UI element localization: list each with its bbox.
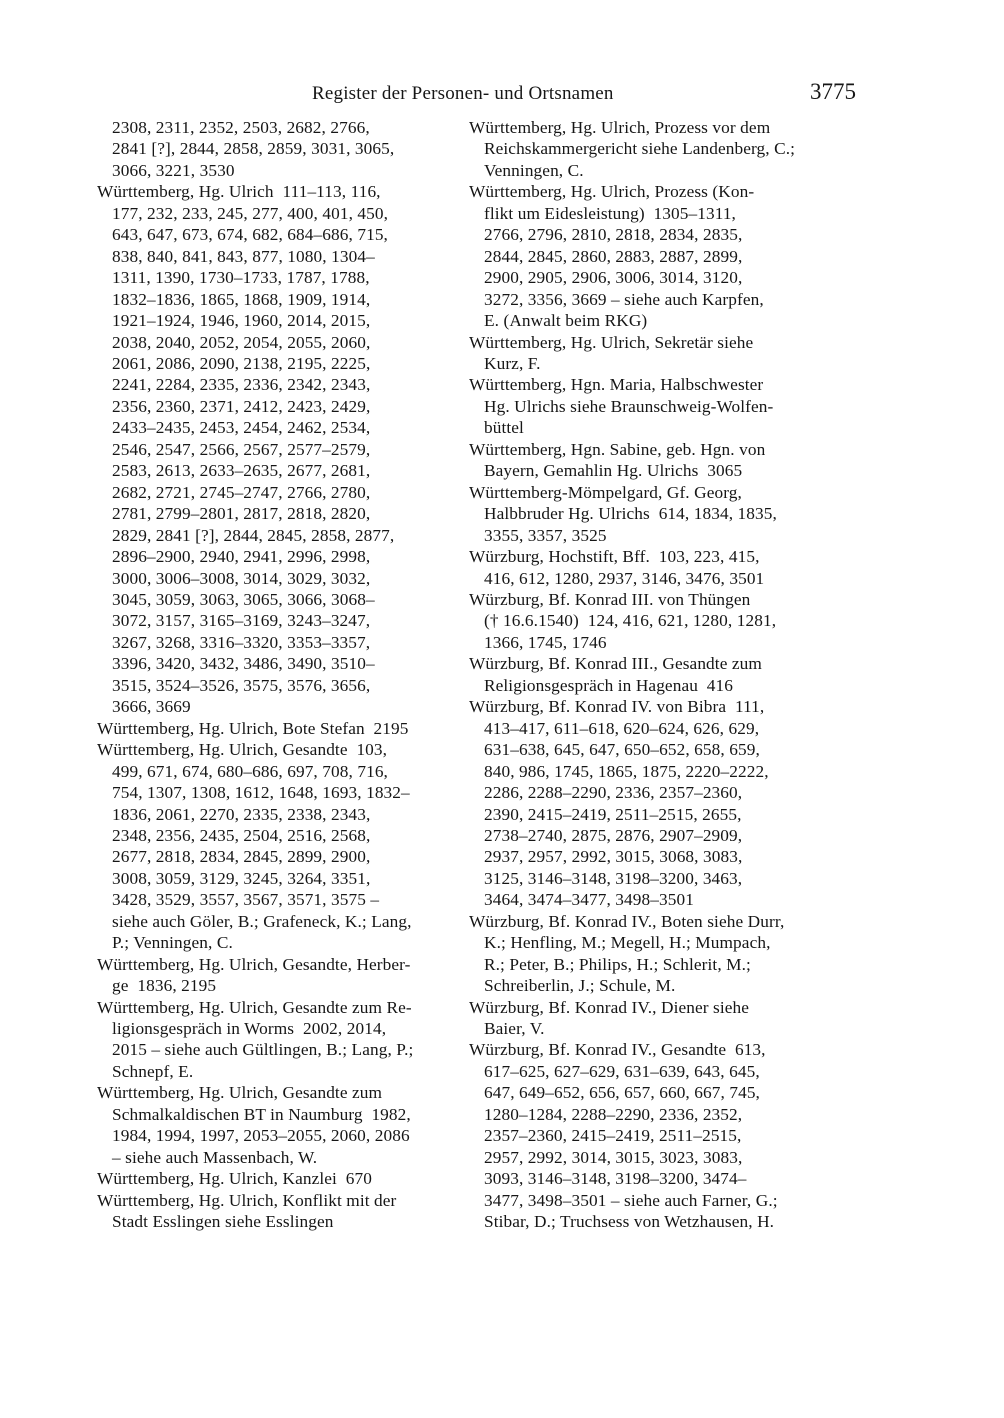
index-entry-line: 3515, 3524–3526, 3575, 3576, 3656, [112, 675, 371, 695]
index-entry-line: K.; Henfling, M.; Megell, H.; Mumpach, [484, 933, 771, 953]
index-entry [97, 1082, 463, 1168]
index-entry-line: 2286, 2288–2290, 2336, 2357–2360, [484, 783, 743, 803]
index-entry-line: 647, 649–652, 656, 657, 660, 667, 745, [484, 1083, 760, 1103]
index-entry-line: 177, 232, 233, 245, 277, 400, 401, 450, [112, 203, 389, 223]
index-entry-line: Württemberg, Hg. Ulrich, Kanzlei 670 [97, 1169, 373, 1189]
index-entry-line: 2682, 2721, 2745–2747, 2766, 2780, [112, 482, 371, 502]
index-entry-line: 3008, 3059, 3129, 3245, 3264, 3351, [112, 868, 371, 888]
index-entry [469, 997, 861, 1040]
index-entry-line: 840, 986, 1745, 1865, 1875, 2220–2222, [484, 761, 769, 781]
index-entry-line: 1984, 1994, 1997, 2053–2055, 2060, 2086 [112, 1126, 410, 1146]
index-entry-line: 3428, 3529, 3557, 3567, 3571, 3575 – [112, 890, 380, 910]
index-entry-line: 2900, 2905, 2906, 3006, 3014, 3120, [484, 268, 743, 288]
index-entry-line: ligionsgespräch in Worms 2002, 2014, [112, 1019, 387, 1039]
index-entry [469, 696, 861, 911]
index-entry-line: 2781, 2799–2801, 2817, 2818, 2820, [112, 504, 371, 524]
index-entry-line: Religionsgespräch in Hagenau 416 [484, 675, 734, 695]
page-number: 3775 [810, 79, 856, 104]
index-entry-line: 2015 – siehe auch Gültlingen, B.; Lang, P.; [112, 1040, 414, 1060]
index-entry-line: ge 1836, 2195 [112, 976, 217, 996]
index-entry [97, 997, 463, 1083]
index-entry-line: 3477, 3498–3501 – siehe auch Farner, G.; [484, 1190, 778, 1210]
index-entry-line: 2829, 2841 [?], 2844, 2845, 2858, 2877, [112, 525, 395, 545]
index-entry-line: – siehe auch Massenbach, W. [112, 1147, 318, 1167]
index-entry-line: 2038, 2040, 2052, 2054, 2055, 2060, [112, 332, 371, 352]
index-entry-line: 2583, 2613, 2633–2635, 2677, 2681, [112, 461, 371, 481]
index-entry-line: 631–638, 645, 647, 650–652, 658, 659, [484, 740, 760, 760]
index-entry-line: Schreiberlin, J.; Schule, M. [484, 976, 676, 996]
index-entry-line: 3464, 3474–3477, 3498–3501 [484, 890, 694, 910]
index-entry-line: Bayern, Gemahlin Hg. Ulrichs 3065 [484, 461, 743, 481]
index-entry-line: 3045, 3059, 3063, 3065, 3066, 3068– [112, 589, 375, 609]
index-entry [469, 482, 861, 546]
index-entry-line: büttel [484, 418, 524, 438]
index-entry-line: Venningen, C. [484, 160, 584, 180]
index-entry-line: 2308, 2311, 2352, 2503, 2682, 2766, [112, 118, 370, 137]
index-entry-line: 3272, 3356, 3669 – siehe auch Karpfen, [484, 289, 764, 309]
index-entry-line: flikt um Eidesleistung) 1305–1311, [484, 203, 736, 223]
index-entry-line: Würzburg, Bf. Konrad III. von Thüngen [469, 589, 751, 609]
index-entry-line: Würzburg, Hochstift, Bff. 103, 223, 415, [469, 547, 760, 567]
index-entry-line: Kurz, F. [484, 353, 541, 373]
index-entry [469, 181, 861, 331]
index-entry-line: Württemberg, Hg. Ulrich, Gesandte zum [97, 1083, 383, 1103]
index-entry-line: Württemberg, Hg. Ulrich, Gesandte zum Re- [97, 997, 412, 1017]
index-entry-line: 2937, 2957, 2992, 3015, 3068, 3083, [484, 847, 743, 867]
index-entry-line: 499, 671, 674, 680–686, 697, 708, 716, [112, 761, 388, 781]
index-entry-line: 2356, 2360, 2371, 2412, 2423, 2429, [112, 396, 371, 416]
index-entry-line: 3396, 3420, 3432, 3486, 3490, 3510– [112, 654, 375, 674]
index-entry-line: 2546, 2547, 2566, 2567, 2577–2579, [112, 439, 371, 459]
index-entry [97, 718, 463, 739]
index-entry-line: Stadt Esslingen siehe Esslingen [112, 1212, 334, 1232]
index-entry [469, 1039, 861, 1232]
index-entry-line: 2241, 2284, 2335, 2336, 2342, 2343, [112, 375, 371, 395]
index-entry-continuation [97, 117, 463, 181]
index-entry-line: Württemberg, Hg. Ulrich, Sekretär siehe [469, 332, 754, 352]
index-entry [469, 546, 861, 589]
index-entry [469, 911, 861, 997]
index-entry-line: 2841 [?], 2844, 2858, 2859, 3031, 3065, [112, 139, 395, 159]
running-header: Register der Personen- und Ortsnamen [312, 83, 614, 104]
index-entry-line: 2348, 2356, 2435, 2504, 2516, 2568, [112, 825, 371, 845]
index-entry-line: 1836, 2061, 2270, 2335, 2338, 2343, [112, 804, 371, 824]
index-entry [97, 1190, 463, 1233]
index-entry-line: Württemberg, Hg. Ulrich, Gesandte 103, [97, 740, 388, 760]
index-entry [469, 332, 861, 375]
index-entry-line: Würzburg, Bf. Konrad III., Gesandte zum [469, 654, 762, 674]
index-entry-line: Württemberg-Mömpelgard, Gf. Georg, [469, 482, 742, 502]
index-entry-line: 2766, 2796, 2810, 2818, 2834, 2835, [484, 225, 743, 245]
index-entry-line: († 16.6.1540) 124, 416, 621, 1280, 1281, [484, 611, 777, 631]
index-entry-line: Württemberg, Hg. Ulrich, Konflikt mit der [97, 1190, 397, 1210]
index-entry-line: Schmalkaldischen BT in Naumburg 1982, [112, 1104, 411, 1124]
index-entry-line: 2433–2435, 2453, 2454, 2462, 2534, [112, 418, 371, 438]
index-entry-line: 617–625, 627–629, 631–639, 643, 645, [484, 1061, 760, 1081]
index-entry-line: Reichskammergericht siehe Landenberg, C.; [484, 139, 796, 159]
index-entry-line: E. (Anwalt beim RKG) [484, 311, 648, 331]
index-entry-line: Württemberg, Hgn. Sabine, geb. Hgn. von [469, 439, 766, 459]
index-entry-line: Württemberg, Hg. Ulrich, Prozess (Kon- [469, 182, 755, 202]
index-entry [469, 117, 861, 181]
index-entry [97, 739, 463, 954]
index-entry-line: 643, 647, 673, 674, 682, 684–686, 715, [112, 225, 388, 245]
index-entry-line: Baier, V. [484, 1019, 545, 1039]
index-entry-line: P.; Venningen, C. [112, 933, 233, 953]
index-entry-line: Würzburg, Bf. Konrad IV., Boten siehe Durr, [469, 911, 785, 931]
index-entry-line: Württemberg, Hg. Ulrich, Bote Stefan 2195 [97, 718, 409, 738]
index-column-left [97, 117, 463, 1233]
index-entry-line: 3355, 3357, 3525 [484, 525, 607, 545]
index-entry-line: Würzburg, Bf. Konrad IV., Diener siehe [469, 997, 750, 1017]
index-entry-line: Württemberg, Hg. Ulrich, Prozess vor dem [469, 118, 771, 137]
index-column-right [469, 117, 861, 1233]
index-entry-line: 754, 1307, 1308, 1612, 1648, 1693, 1832– [112, 783, 410, 803]
index-entry-line: 3093, 3146–3148, 3198–3200, 3474– [484, 1169, 747, 1189]
index-entry-line: 2390, 2415–2419, 2511–2515, 2655, [484, 804, 742, 824]
index-entry-line: 3066, 3221, 3530 [112, 160, 235, 180]
index-entry-line: 1832–1836, 1865, 1868, 1909, 1914, [112, 289, 371, 309]
index-entry-line: 2061, 2086, 2090, 2138, 2195, 2225, [112, 353, 371, 373]
index-entry-line: R.; Peter, B.; Philips, H.; Schlerit, M.; [484, 954, 751, 974]
index-entry-line: 3072, 3157, 3165–3169, 3243–3247, [112, 611, 371, 631]
index-entry-line: 413–417, 611–618, 620–624, 626, 629, [484, 718, 760, 738]
index-entry [469, 439, 861, 482]
index-entry-line: 2677, 2818, 2834, 2845, 2899, 2900, [112, 847, 371, 867]
index-entry-line: Württemberg, Hgn. Maria, Halbschwester [469, 375, 764, 395]
index-entry-line: siehe auch Göler, B.; Grafeneck, K.; Lang, [112, 911, 412, 931]
index-entry-line: 3267, 3268, 3316–3320, 3353–3357, [112, 632, 371, 652]
index-entry-line: Würzburg, Bf. Konrad IV. von Bibra 111, [469, 697, 765, 717]
index-entry [97, 181, 463, 717]
index-entry-line: 2357–2360, 2415–2419, 2511–2515, [484, 1126, 742, 1146]
index-entry-line: 2738–2740, 2875, 2876, 2907–2909, [484, 825, 743, 845]
index-entry-line: 2957, 2992, 3014, 3015, 3023, 3083, [484, 1147, 743, 1167]
index-entry-line: Halbbruder Hg. Ulrichs 614, 1834, 1835, [484, 504, 777, 524]
index-entry-line: 3000, 3006–3008, 3014, 3029, 3032, [112, 568, 371, 588]
index-entry [469, 589, 861, 653]
index-entry-line: Württemberg, Hg. Ulrich, Gesandte, Herber- [97, 954, 411, 974]
index-entry-line: Hg. Ulrichs siehe Braunschweig-Wolfen- [484, 396, 774, 416]
index-entry-line: 1280–1284, 2288–2290, 2336, 2352, [484, 1104, 743, 1124]
index-entry [469, 374, 861, 438]
index-entry-line: 1921–1924, 1946, 1960, 2014, 2015, [112, 311, 371, 331]
index-entry-line: Stibar, D.; Truchsess von Wetzhausen, H. [484, 1212, 775, 1232]
index-entry-line: Württemberg, Hg. Ulrich 111–113, 116, [97, 182, 381, 202]
index-entry [97, 954, 463, 997]
index-entry-line: Würzburg, Bf. Konrad IV., Gesandte 613, [469, 1040, 766, 1060]
index-entry [97, 1168, 463, 1189]
index-entry-line: 3666, 3669 [112, 697, 191, 717]
index-entry-line: 3125, 3146–3148, 3198–3200, 3463, [484, 868, 743, 888]
index-entry [469, 653, 861, 696]
index-entry-line: 2896–2900, 2940, 2941, 2996, 2998, [112, 547, 371, 567]
index-entry-line: 416, 612, 1280, 2937, 3146, 3476, 3501 [484, 568, 765, 588]
index-entry-line: 1311, 1390, 1730–1733, 1787, 1788, [112, 268, 370, 288]
index-entry-line: 838, 840, 841, 843, 877, 1080, 1304– [112, 246, 375, 266]
index-entry-line: 2844, 2845, 2860, 2883, 2887, 2899, [484, 246, 743, 266]
index-entry-line: Schnepf, E. [112, 1061, 194, 1081]
index-entry-line: 1366, 1745, 1746 [484, 632, 607, 652]
